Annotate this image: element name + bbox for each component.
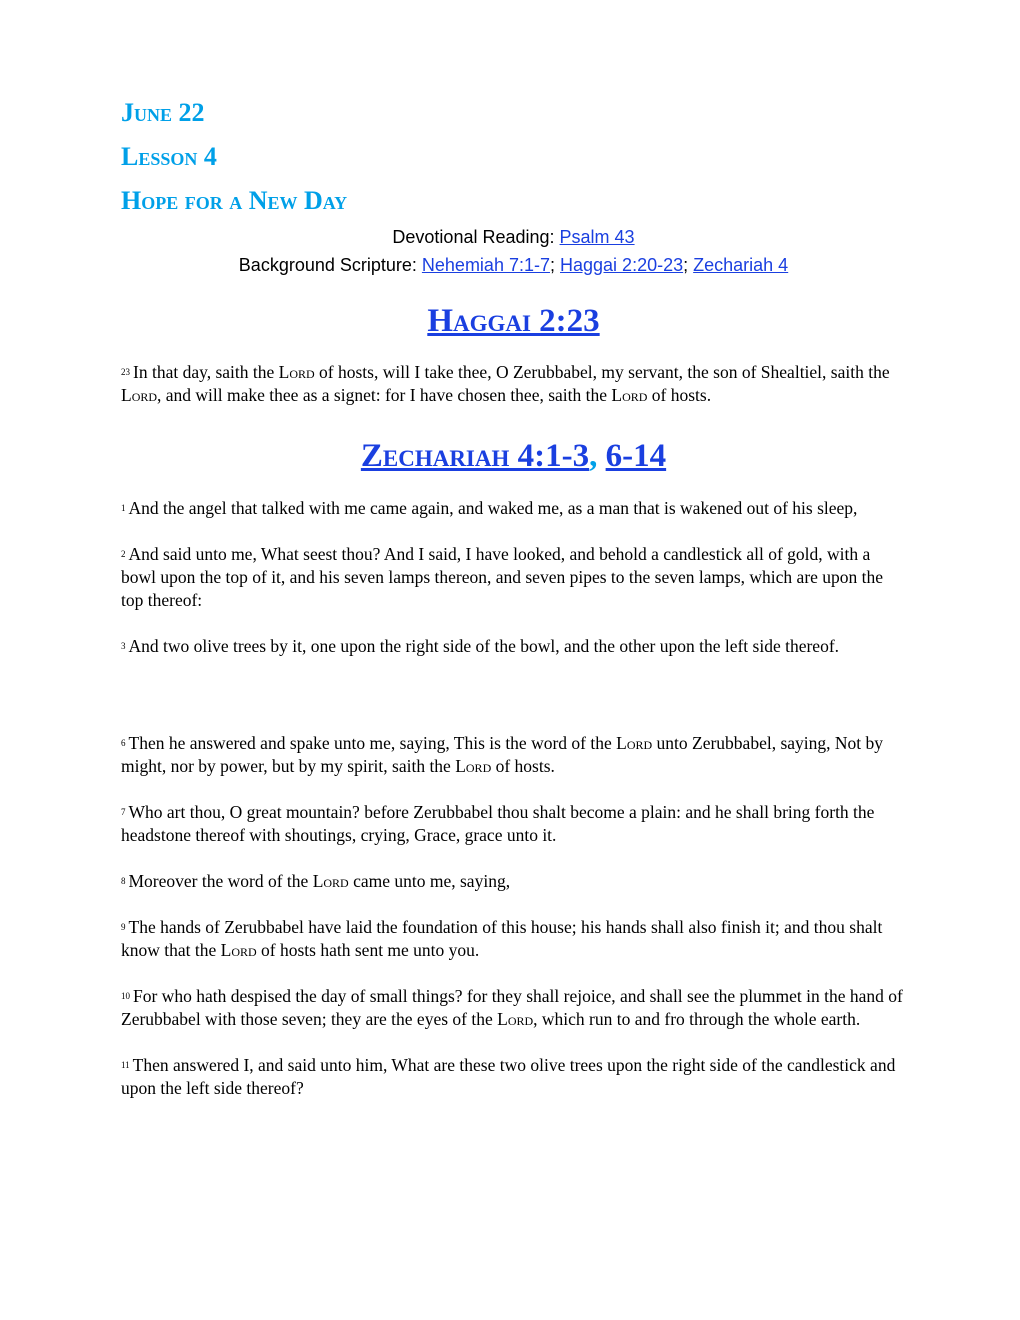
zechariah-link[interactable]: Zechariah 4: [693, 255, 789, 275]
haggai-heading: [121, 300, 906, 342]
verse-text: of hosts.: [647, 385, 712, 405]
lesson-number: Lesson 4: [121, 142, 217, 171]
verse-text: And said unto me, What seest thou? And I said, I have looked, and behold a candlestick all of gold, with a bowl upon the top of it, and his seven lamps thereon, and seven pipes to the seven lamps, which are upon the top thereof:: [121, 544, 884, 610]
verse-text: Then answered I, and said unto him, What are these two olive trees upon the right side of the candlestick and upon the left side thereof?: [121, 1055, 896, 1098]
verse-text: Who art thou, O great mountain? before Zerubbabel thou shalt become a plain: and he shall bring forth the headstone thereof with shoutings, crying, Grace, grace unto it.: [121, 802, 875, 845]
background-label: Background Scripture:: [238, 255, 417, 275]
verse-number: 8: [121, 876, 126, 886]
verse-zech-6: [121, 732, 906, 778]
verse-zech-8: [121, 870, 906, 893]
zechariah-heading: [121, 435, 906, 477]
lord-word: Lord: [497, 1009, 534, 1029]
verse-text: unto Zerubbabel, saying, Not by might, nor by power, but by my spirit, saith the: [121, 733, 884, 776]
verse-number: 11: [121, 1060, 130, 1070]
verse-text: Then he answered and spake unto me, saying, This is the word of the: [128, 733, 617, 753]
verse-text: And two olive trees by it, one upon the right side of the bowl, and the other upon the left side thereof.: [128, 636, 840, 656]
verse-number: 9: [121, 922, 126, 932]
lord-word: Lord: [455, 756, 492, 776]
verse-text: of hosts.: [491, 756, 555, 776]
verse-text: of hosts, will I take thee, O Zerubbabel, my servant, the son of Shealtiel, saith the: [314, 362, 890, 382]
verse-number: 3: [121, 641, 126, 651]
lord-word: Lord: [278, 362, 315, 382]
verse-zech-1: [121, 497, 906, 520]
verse-text: In that day, saith the: [133, 362, 279, 382]
nehemiah-link[interactable]: Nehemiah 7:1-7: [421, 255, 550, 275]
verse-number: 6: [121, 738, 126, 748]
zechariah-heading-link-a[interactable]: Zechariah 4:1-3: [360, 438, 590, 474]
verse-zech-11: [121, 1054, 906, 1100]
verse-zech-9: [121, 916, 906, 962]
verse-text: came unto me, saying,: [348, 871, 511, 891]
verse-zech-2: [121, 543, 906, 612]
separator: ;: [683, 255, 689, 275]
lesson-title: Hope for a New Day: [121, 186, 348, 215]
verse-text: Moreover the word of the: [128, 871, 313, 891]
lord-word: Lord: [312, 871, 349, 891]
haggai-heading-link[interactable]: Haggai 2:23: [427, 303, 600, 339]
verse-text: of hosts hath sent me unto you.: [256, 940, 480, 960]
lord-word: Lord: [121, 385, 158, 405]
verse-text: , and will make thee as a signet: for I have chosen thee, saith the: [157, 385, 612, 405]
lesson-date: June 22: [121, 98, 205, 127]
document-page: [121, 0, 906, 1100]
verse-number: 7: [121, 807, 126, 817]
haggai-link[interactable]: Haggai 2:20-23: [560, 255, 684, 275]
lord-word: Lord: [616, 733, 653, 753]
lord-word: Lord: [611, 385, 648, 405]
verse-haggai-23: [121, 361, 906, 407]
verse-number: 1: [121, 503, 126, 513]
zechariah-heading-link-b[interactable]: 6-14: [605, 438, 667, 474]
verse-zech-7: [121, 801, 906, 847]
verse-number: 2: [121, 549, 126, 559]
verse-text: For who hath despised the day of small things? for they shall rejoice, and shall see the plummet in the hand of Zerubbabel with those seven; they are the eyes of the: [121, 986, 903, 1029]
psalm-link[interactable]: Psalm 43: [559, 227, 635, 247]
verse-number: 10: [121, 991, 130, 1001]
verse-zech-3: [121, 635, 906, 658]
verse-text: And the angel that talked with me came again, and waked me, as a man that is wakened out of his sleep,: [128, 498, 858, 518]
verse-text: The hands of Zerubbabel have laid the foundation of this house; his hands shall also finish it; and thou shalt know that the: [121, 917, 883, 960]
heading-comma: ,: [589, 438, 598, 474]
background-scripture: [121, 251, 906, 279]
devotional-label: Devotional Reading:: [392, 227, 555, 247]
verse-zech-10: [121, 985, 906, 1031]
lord-word: Lord: [220, 940, 257, 960]
verse-number: 23: [121, 367, 130, 377]
verse-text: , which run to and fro through the whole earth.: [533, 1009, 861, 1029]
devotional-reading: [121, 223, 906, 251]
separator: ;: [549, 255, 555, 275]
